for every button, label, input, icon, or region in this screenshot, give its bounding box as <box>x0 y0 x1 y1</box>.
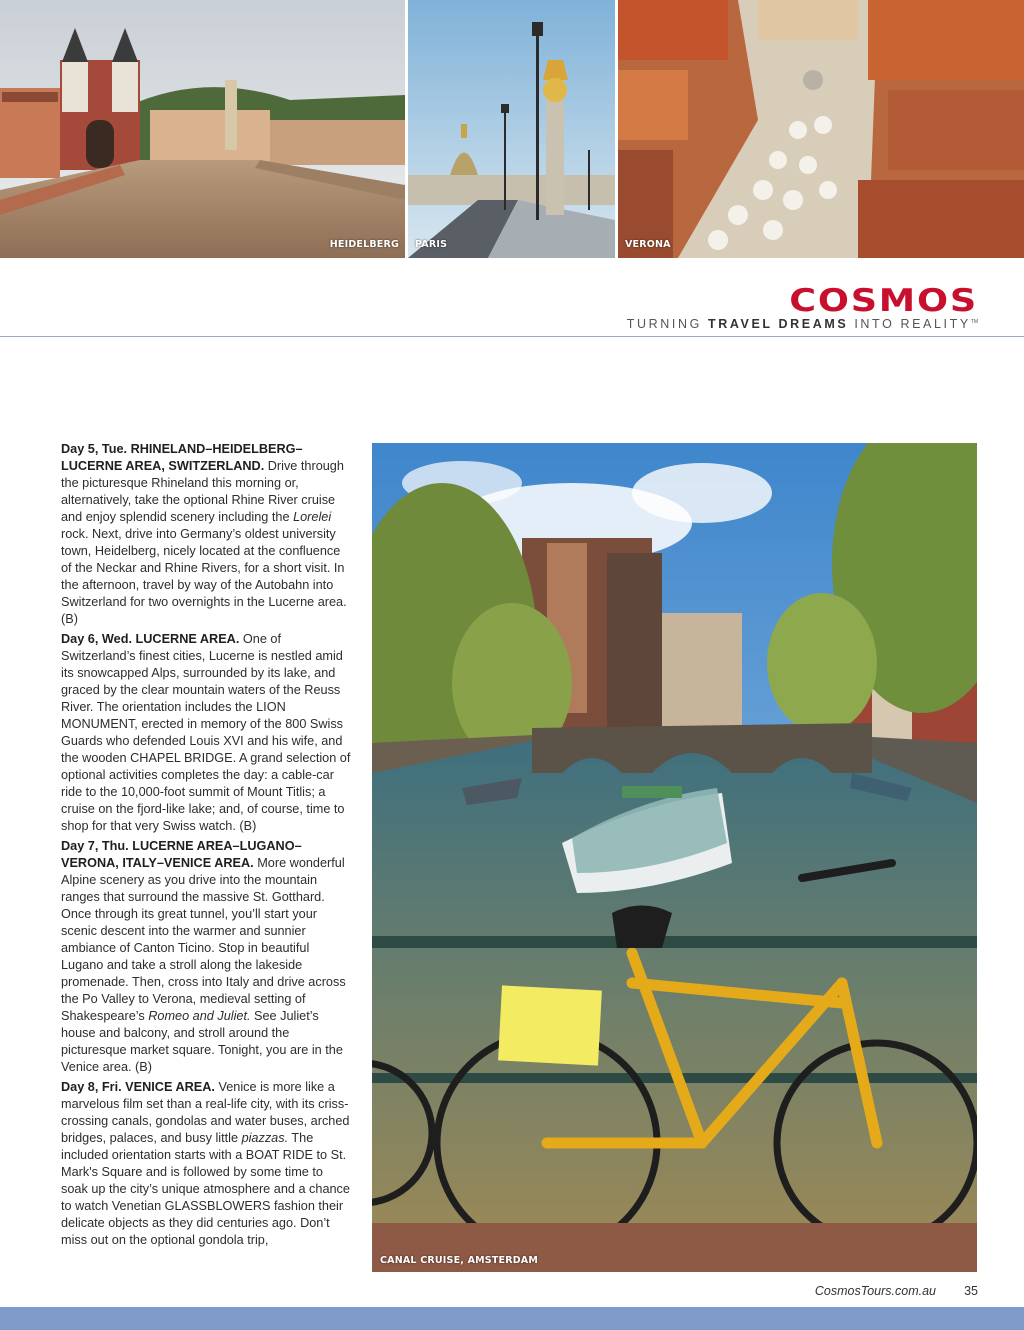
canal-image <box>372 443 977 1272</box>
heidelberg-caption: HEIDELBERG <box>329 239 399 250</box>
itinerary-day-6: Day 6, Wed. LUCERNE AREA. One of Switzerland’s finest cities, Lucerne is nestled amid its snowcapped Alps, surrounded by its lake, and graced by the clear mountain waters of the Reuss River. The orientation includes the LION MONUMENT, erected in memory of the 800 Swiss Guards who defended Louis XVI and his wife, and the wooden CHAPEL BRIDGE. A grand selection of optional activities completes the day: a cable-car ride to the 10,000-foot summit of Mount Titlis; a cruise on the fjord-like lake; and, of course, time to shop for that very Swiss watch. (B) <box>61 632 351 833</box>
brand-tagline: TURNING TRAVEL DREAMS INTO REALITY™ <box>626 317 978 331</box>
footer-url[interactable]: CosmosTours.com.au <box>814 1284 936 1298</box>
cosmos-logo: COSMOS <box>789 283 978 319</box>
canal-caption: CANAL CRUISE, AMSTERDAM <box>380 1255 538 1266</box>
trademark-mark: TM <box>970 318 978 325</box>
paris-photo <box>408 0 615 258</box>
page-number: 35 <box>964 1284 978 1298</box>
heidelberg-image <box>0 0 405 258</box>
itinerary-day-7: Day 7, Thu. LUCERNE AREA–LUGANO–VERONA, ITALY–VENICE AREA. More wonderful Alpine scenery as you drive into the mountain ranges that surround the massive St. Gotthard. Once through its great tunnel, you’ll start your scenic descent into the warmer and sunnier ambiance of Canton Ticino. Stop in beautiful Lugano and take a stroll along the lakeside promenade. Then, cross into Italy and drive across the Po Valley to Verona, medieval setting of Shakespeare’s Romeo and Juliet. See Juliet’s house and balcony, and stroll around the picturesque market square. Tonight, you are in the Venice area. (B) <box>61 839 346 1074</box>
verona-photo <box>618 0 1024 258</box>
itinerary-text <box>61 441 353 1252</box>
heidelberg-photo <box>0 0 405 258</box>
verona-caption: VERONA <box>625 239 671 250</box>
verona-image <box>618 0 1024 258</box>
itinerary-day-8: Day 8, Fri. VENICE AREA. Venice is more like a marvelous film set than a real-life city, with its criss-crossing canals, gondolas and water buses, arched bridges, palaces, and busy little piazzas. The included orientation starts with a BOAT RIDE to St. Mark's Square and is followed by some time to soak up the city’s unique atmosphere and a chance to watch Venetian GLASSBLOWERS fashion their delicate objects as they did centuries ago. Don’t miss out on the optional gondola trip, <box>61 1080 350 1247</box>
paris-image <box>408 0 615 258</box>
itinerary-day-5: Day 5, Tue. RHINELAND–HEIDELBERG–LUCERNE AREA, SWITZERLAND. Drive through the picturesque Rhineland this morning or, alternatively, take the optional Rhine River cruise and enjoy splendid scenery including the Lorelei rock. Next, drive into Germany’s oldest university town, Heidelberg, nicely located at the confluence of the Neckar and Rhine Rivers, for a short visit. In the afternoon, travel by way of the Autobahn into Switzerland for two overnights in the Lucerne area. (B) <box>61 442 347 626</box>
canal-photo <box>372 443 977 1272</box>
footer-bar <box>0 1307 1024 1330</box>
paris-caption: PARIS <box>415 239 448 250</box>
header-divider <box>0 336 1024 337</box>
